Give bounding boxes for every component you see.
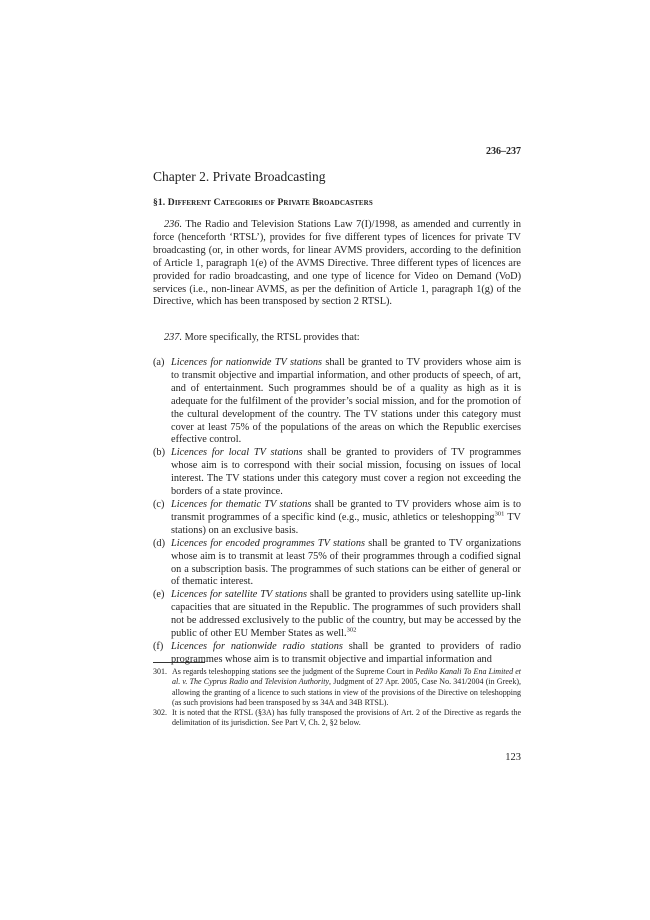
section-number: §1. (153, 197, 166, 208)
footnote-text-after: , Judgment of 27 Apr. 2005, Case No. 341/2004 (in Greek), allowing the granting of a licence to such stations in view of the provisions of the Directive on teleshopping (as such provisions had been transposed by ss 34A and 34B RTSL). (172, 677, 522, 707)
footnote-text: As regards teleshopping stations see the judgment of the Supreme Court in (172, 667, 416, 676)
list-item-body (171, 499, 521, 538)
paragraph-number: 236. (164, 219, 183, 230)
list-item-text-after: TV stations) on an exclusive basis. (171, 511, 521, 536)
footnote-body (172, 667, 521, 708)
list-item-lead: Licences for nationwide radio stations (171, 640, 343, 652)
running-head: 236–237 (486, 146, 521, 157)
list-item-lead: Licences for encoded programmes TV stations (171, 537, 365, 549)
list-item-text: shall be granted to TV providers whose aim is to transmit objective and impartial information, and other products of speech, of art, and of entertainment. Such programmes should be of a quality as high as it is adequate for the fulfilment of the provider’s social mission, and for the promotion of the cultural development of the country. The TV stations under this category must cover at least 75% of the populations of the areas on which the Republic exercises effective control. (171, 357, 521, 446)
paragraph-236 (153, 219, 521, 309)
list-item-lead: Licences for satellite TV stations (171, 589, 307, 601)
list-item-text: shall be granted to providers of TV programmes whose aim is to correspond with their social mission, focusing on issues of local interest. The TV stations under this category must cover a region not exceeding the borders of a state province. (171, 447, 521, 498)
chapter-title: Chapter 2. Private Broadcasting (153, 169, 326, 184)
list-item (153, 447, 521, 499)
list-item (153, 641, 521, 667)
list-item-body (171, 641, 521, 667)
footnote-number: 302. (153, 708, 167, 718)
list-marker: (b) (153, 447, 166, 459)
footnotes (153, 667, 521, 729)
footnote-divider (153, 662, 205, 663)
list-item-body (171, 447, 521, 499)
list-item-lead: Licences for thematic TV stations (171, 498, 312, 510)
footnote-text: It is noted that the RTSL (§3A) has fully transposed the provisions of Art. 2 of the Directive as regards the delimitation of its jurisdiction. See Part V, Ch. 2, §2 below. (172, 708, 521, 728)
paragraph-text: The Radio and Television Stations Law 7(I)/1998, as amended and currently in force (henceforth ‘RTSL’), provides for five different types of licences for private TV broadcasting (or, in other words, for linear AVMS providers, according to the definition of Article 1, paragraph 1(e) of the AVMS Directive. Three different types of licences are provided for radio broadcasting, and one type of licence for Video on Demand (VoD) services (i.e., non-linear AVMS, as per the definition of Article 1, paragraph 1(g) of the Directive, which has been transposed by section 2 RTSL). (153, 219, 522, 308)
list-item-lead: Licences for nationwide TV stations (171, 357, 323, 368)
list-marker: (c) (153, 498, 165, 510)
licence-list (153, 357, 521, 667)
footnote-number: 301. (153, 667, 167, 676)
paragraph-number: 237. (164, 332, 183, 343)
list-item (153, 357, 521, 447)
section-title: Different Categories of Private Broadcasters (167, 197, 373, 208)
list-marker: (d) (153, 537, 166, 549)
footnote-body (172, 708, 521, 729)
paragraph-237 (153, 332, 521, 345)
list-item-body (171, 538, 521, 590)
list-item-text: shall be granted to providers of radio programmes whose aim is to transmit objective and impartial information and (171, 640, 521, 665)
section-heading (153, 197, 373, 208)
list-item-body (171, 589, 521, 641)
list-item (153, 538, 521, 590)
list-item-text: shall be granted to providers using satellite up-link capacities that are situated in the Republic. The programmes of such providers shall not be addressed exclusively to the public of the country, but may be accessed by the public of other EU Member States as well. (171, 589, 521, 640)
list-marker: (e) (153, 589, 165, 601)
list-item-lead: Licences for local TV stations (171, 447, 303, 459)
list-marker: (a) (153, 357, 165, 368)
paragraph-text: More specifically, the RTSL provides that: (184, 332, 360, 343)
footnote-301 (153, 667, 521, 708)
list-item-text: shall be granted to TV organizations whose aim is to transmit at least 75% of their programmes through a codified signal on a subscription basis. The programmes of such stations can be either of general or of thematic interest. (171, 537, 522, 588)
footnote-ref-301[interactable]: 301 (494, 510, 505, 518)
list-marker: (f) (153, 640, 164, 652)
footnote-ref-302[interactable]: 302 (346, 626, 357, 634)
footnote-case-name: Pediko Kanali To Ena Limited et al. v. The Cyprus Radio and Television Authority (172, 667, 522, 687)
footnote-302 (153, 708, 521, 729)
list-item (153, 499, 521, 538)
list-item-text: shall be granted to TV providers whose aim is to transmit programmes of a specific kind (e.g., music, athletics or teleshopping (171, 498, 521, 523)
page-number: 123 (505, 752, 521, 763)
list-item (153, 589, 521, 641)
list-item-body (171, 357, 521, 447)
